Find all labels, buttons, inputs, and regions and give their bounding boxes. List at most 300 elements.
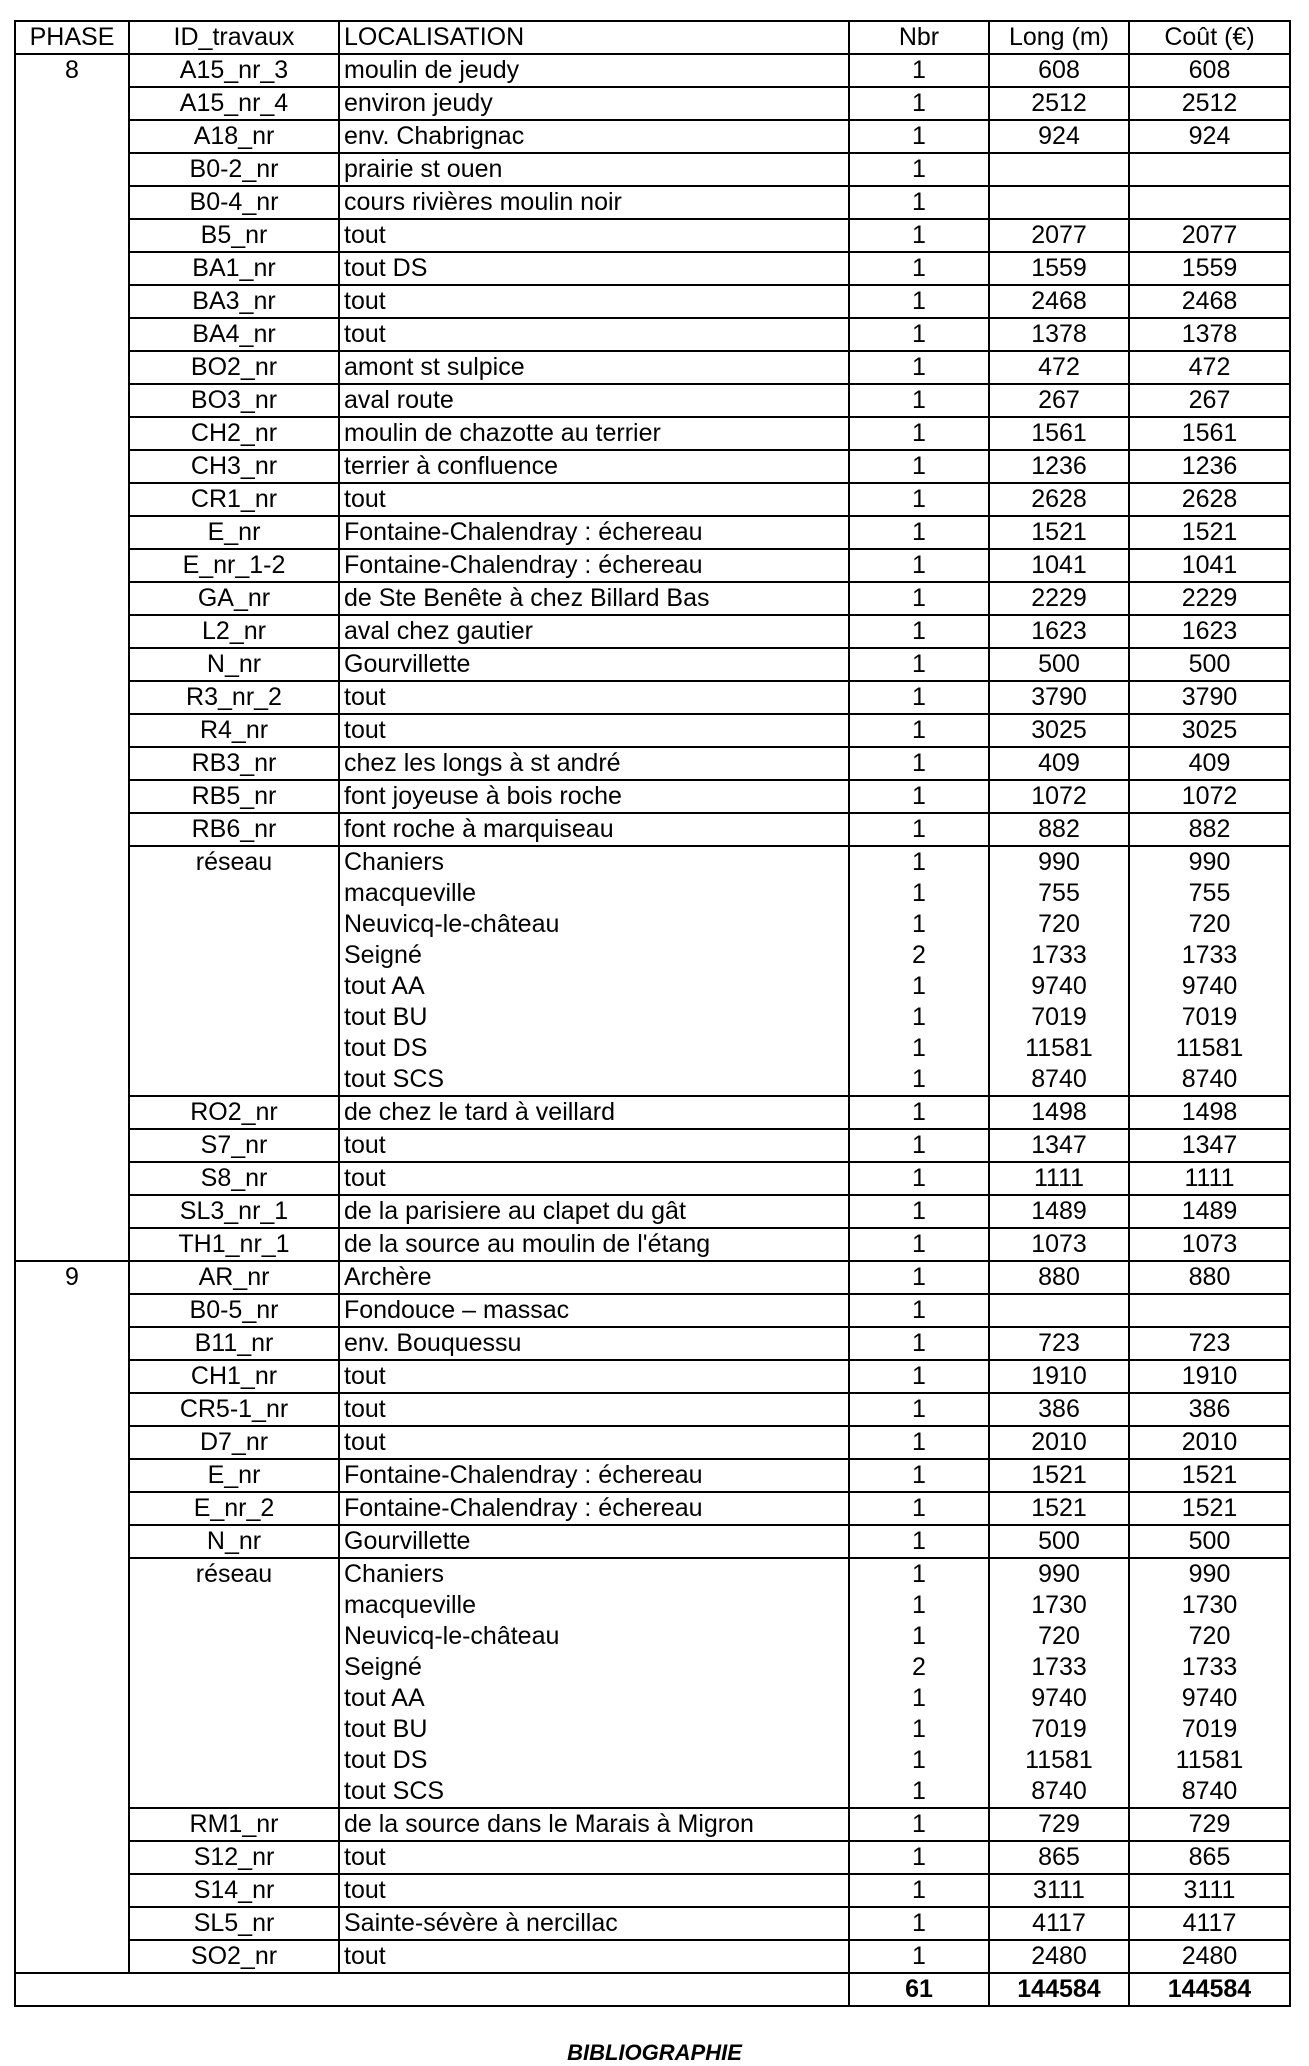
nbr-cell: 1 <box>849 582 989 615</box>
cout-cell: 608 <box>1129 54 1290 87</box>
localisation-cell: tout <box>339 1162 849 1195</box>
localisation-cell: tout DS <box>339 1033 849 1064</box>
header-phase: PHASE <box>15 21 129 54</box>
table-row <box>15 1907 1290 1940</box>
long-cell: 1733 <box>989 1652 1129 1683</box>
nbr-cell: 1 <box>849 1459 989 1492</box>
table-row <box>15 1129 1290 1162</box>
nbr-cell: 1 <box>849 1064 989 1096</box>
localisation-cell: tout <box>339 285 849 318</box>
id-travaux-cell: B0-2_nr <box>129 153 339 186</box>
cout-cell: 1910 <box>1129 1360 1290 1393</box>
nbr-cell: 1 <box>849 780 989 813</box>
cout-cell: 409 <box>1129 747 1290 780</box>
localisation-cell: moulin de jeudy <box>339 54 849 87</box>
long-cell: 1910 <box>989 1360 1129 1393</box>
id-travaux-cell: N_nr <box>129 648 339 681</box>
header-cout: Coût (€) <box>1129 21 1290 54</box>
cout-cell: 1041 <box>1129 549 1290 582</box>
nbr-cell: 1 <box>849 971 989 1002</box>
nbr-cell: 1 <box>849 1874 989 1907</box>
localisation-cell: env. Chabrignac <box>339 120 849 153</box>
nbr-cell: 1 <box>849 813 989 846</box>
nbr-cell: 1 <box>849 846 989 878</box>
cout-cell: 267 <box>1129 384 1290 417</box>
cout-cell: 1733 <box>1129 1652 1290 1683</box>
nbr-cell: 1 <box>849 1525 989 1558</box>
table-row <box>15 1459 1290 1492</box>
table-row <box>15 1096 1290 1129</box>
table-row <box>15 384 1290 417</box>
cout-cell: 1521 <box>1129 1459 1290 1492</box>
nbr-cell: 2 <box>849 1652 989 1683</box>
table-row <box>15 1426 1290 1459</box>
localisation-cell: tout <box>339 1940 849 1973</box>
id-travaux-cell: RO2_nr <box>129 1096 339 1129</box>
id-travaux-cell: BA1_nr <box>129 252 339 285</box>
cout-cell: 1073 <box>1129 1228 1290 1261</box>
nbr-cell: 1 <box>849 516 989 549</box>
table-row <box>15 186 1290 219</box>
long-cell: 720 <box>989 909 1129 940</box>
long-cell <box>989 153 1129 186</box>
cout-cell: 4117 <box>1129 1907 1290 1940</box>
nbr-cell: 1 <box>849 219 989 252</box>
cout-cell: 1521 <box>1129 516 1290 549</box>
id-travaux-cell: BO3_nr <box>129 384 339 417</box>
localisation-cell: Fontaine-Chalendray : échereau <box>339 549 849 582</box>
localisation-cell: tout <box>339 1426 849 1459</box>
table-row <box>15 582 1290 615</box>
id-travaux-cell: R4_nr <box>129 714 339 747</box>
nbr-cell: 1 <box>849 1360 989 1393</box>
phase-cell: 9 <box>15 1261 129 1973</box>
cout-cell: 500 <box>1129 1525 1290 1558</box>
header-long: Long (m) <box>989 21 1129 54</box>
localisation-cell: tout <box>339 219 849 252</box>
cout-cell: 3790 <box>1129 681 1290 714</box>
table-row <box>15 120 1290 153</box>
id-travaux-cell: S12_nr <box>129 1841 339 1874</box>
id-travaux-cell: E_nr_1-2 <box>129 549 339 582</box>
cout-cell: 1623 <box>1129 615 1290 648</box>
long-cell: 7019 <box>989 1714 1129 1745</box>
nbr-cell: 1 <box>849 1907 989 1940</box>
localisation-cell: de la source dans le Marais à Migron <box>339 1808 849 1841</box>
id-travaux-cell: RB3_nr <box>129 747 339 780</box>
localisation-cell: de la parisiere au clapet du gât <box>339 1195 849 1228</box>
long-cell <box>989 1294 1129 1327</box>
long-cell: 500 <box>989 1525 1129 1558</box>
long-cell: 924 <box>989 120 1129 153</box>
cout-cell: 729 <box>1129 1808 1290 1841</box>
nbr-cell: 1 <box>849 1621 989 1652</box>
phase-cell: 8 <box>15 54 129 1261</box>
id-travaux-cell: CH2_nr <box>129 417 339 450</box>
cout-cell: 2628 <box>1129 483 1290 516</box>
nbr-cell: 1 <box>849 153 989 186</box>
localisation-cell: amont st sulpice <box>339 351 849 384</box>
cout-cell: 7019 <box>1129 1714 1290 1745</box>
nbr-cell: 1 <box>849 1261 989 1294</box>
table-row <box>15 87 1290 120</box>
id-travaux-cell: RB5_nr <box>129 780 339 813</box>
cout-cell: 2010 <box>1129 1426 1290 1459</box>
long-cell: 1623 <box>989 615 1129 648</box>
id-travaux-cell: CR1_nr <box>129 483 339 516</box>
long-cell: 11581 <box>989 1745 1129 1776</box>
localisation-cell: tout <box>339 1841 849 1874</box>
cout-cell: 1347 <box>1129 1129 1290 1162</box>
cout-cell: 720 <box>1129 909 1290 940</box>
nbr-cell: 1 <box>849 1195 989 1228</box>
localisation-cell: de chez le tard à veillard <box>339 1096 849 1129</box>
cout-cell: 2512 <box>1129 87 1290 120</box>
cout-cell: 2468 <box>1129 285 1290 318</box>
long-cell: 1489 <box>989 1195 1129 1228</box>
long-cell: 9740 <box>989 971 1129 1002</box>
works-table <box>14 20 1291 2007</box>
localisation-cell: env. Bouquessu <box>339 1327 849 1360</box>
nbr-cell: 1 <box>849 1002 989 1033</box>
long-cell: 1347 <box>989 1129 1129 1162</box>
cout-cell: 8740 <box>1129 1776 1290 1808</box>
table-row <box>15 681 1290 714</box>
cout-cell: 2077 <box>1129 219 1290 252</box>
nbr-cell: 1 <box>849 186 989 219</box>
long-cell: 1733 <box>989 940 1129 971</box>
table-row <box>15 549 1290 582</box>
localisation-cell: Archère <box>339 1261 849 1294</box>
nbr-cell: 1 <box>849 1745 989 1776</box>
cout-cell: 1072 <box>1129 780 1290 813</box>
cout-cell: 1111 <box>1129 1162 1290 1195</box>
table-row <box>15 153 1290 186</box>
cout-cell: 1378 <box>1129 318 1290 351</box>
localisation-cell: tout SCS <box>339 1064 849 1096</box>
localisation-cell: aval route <box>339 384 849 417</box>
nbr-cell: 1 <box>849 1294 989 1327</box>
id-travaux-cell: GA_nr <box>129 582 339 615</box>
long-cell: 2480 <box>989 1940 1129 1973</box>
nbr-cell: 1 <box>849 714 989 747</box>
id-travaux-cell: E_nr <box>129 516 339 549</box>
localisation-cell: tout <box>339 318 849 351</box>
long-cell: 2077 <box>989 219 1129 252</box>
localisation-cell: tout <box>339 1393 849 1426</box>
localisation-cell: Chaniers <box>339 846 849 878</box>
table-body <box>15 54 1290 1973</box>
long-cell: 2010 <box>989 1426 1129 1459</box>
cout-cell: 1489 <box>1129 1195 1290 1228</box>
nbr-cell: 1 <box>849 909 989 940</box>
localisation-cell: Seigné <box>339 1652 849 1683</box>
long-cell: 608 <box>989 54 1129 87</box>
table-row <box>15 1841 1290 1874</box>
localisation-cell: Neuvicq-le-château <box>339 1621 849 1652</box>
cout-cell: 1498 <box>1129 1096 1290 1129</box>
id-travaux-cell: L2_nr <box>129 615 339 648</box>
cout-cell: 472 <box>1129 351 1290 384</box>
cout-cell: 2229 <box>1129 582 1290 615</box>
long-cell: 3025 <box>989 714 1129 747</box>
long-cell: 1111 <box>989 1162 1129 1195</box>
nbr-cell: 1 <box>849 1683 989 1714</box>
id-travaux-cell: RM1_nr <box>129 1808 339 1841</box>
total-row <box>15 1973 1290 2006</box>
nbr-cell: 1 <box>849 1393 989 1426</box>
id-travaux-cell: B0-4_nr <box>129 186 339 219</box>
works-table-container <box>14 20 1289 2007</box>
table-row <box>15 1360 1290 1393</box>
id-travaux-cell: N_nr <box>129 1525 339 1558</box>
id-travaux-cell: S14_nr <box>129 1874 339 1907</box>
cout-cell: 7019 <box>1129 1002 1290 1033</box>
id-travaux-cell: SL3_nr_1 <box>129 1195 339 1228</box>
total-cout: 144584 <box>1129 1973 1290 2006</box>
localisation-cell: tout DS <box>339 252 849 285</box>
table-row <box>15 1558 1290 1590</box>
localisation-cell: tout <box>339 1874 849 1907</box>
long-cell: 1561 <box>989 417 1129 450</box>
table-row <box>15 1940 1290 1973</box>
long-cell: 4117 <box>989 1907 1129 1940</box>
table-row <box>15 615 1290 648</box>
nbr-cell: 2 <box>849 940 989 971</box>
localisation-cell: moulin de chazotte au terrier <box>339 417 849 450</box>
cout-cell: 8740 <box>1129 1064 1290 1096</box>
id-travaux-cell: A15_nr_3 <box>129 54 339 87</box>
long-cell: 11581 <box>989 1033 1129 1064</box>
cout-cell <box>1129 186 1290 219</box>
id-travaux-cell: RB6_nr <box>129 813 339 846</box>
table-row <box>15 714 1290 747</box>
id-travaux-cell: BO2_nr <box>129 351 339 384</box>
id-travaux-cell: A18_nr <box>129 120 339 153</box>
table-row <box>15 285 1290 318</box>
localisation-cell: de Ste Benête à chez Billard Bas <box>339 582 849 615</box>
long-cell: 9740 <box>989 1683 1129 1714</box>
localisation-cell: tout BU <box>339 1002 849 1033</box>
id-travaux-cell: BA3_nr <box>129 285 339 318</box>
long-cell: 386 <box>989 1393 1129 1426</box>
nbr-cell: 1 <box>849 1327 989 1360</box>
table-row <box>15 1327 1290 1360</box>
cout-cell: 755 <box>1129 878 1290 909</box>
long-cell: 1041 <box>989 549 1129 582</box>
id-travaux-cell: B5_nr <box>129 219 339 252</box>
total-nbr: 61 <box>849 1973 989 2006</box>
table-row <box>15 351 1290 384</box>
id-travaux-cell: S8_nr <box>129 1162 339 1195</box>
localisation-cell: Neuvicq-le-château <box>339 909 849 940</box>
long-cell: 880 <box>989 1261 1129 1294</box>
cout-cell: 1521 <box>1129 1492 1290 1525</box>
localisation-cell: font joyeuse à bois roche <box>339 780 849 813</box>
nbr-cell: 1 <box>849 1714 989 1745</box>
table-row <box>15 483 1290 516</box>
nbr-cell: 1 <box>849 1590 989 1621</box>
localisation-cell: environ jeudy <box>339 87 849 120</box>
localisation-cell: de la source au moulin de l'étang <box>339 1228 849 1261</box>
total-long: 144584 <box>989 1973 1129 2006</box>
long-cell: 7019 <box>989 1002 1129 1033</box>
nbr-cell: 1 <box>849 1808 989 1841</box>
long-cell: 755 <box>989 878 1129 909</box>
cout-cell: 880 <box>1129 1261 1290 1294</box>
cout-cell: 11581 <box>1129 1033 1290 1064</box>
localisation-cell: Fondouce – massac <box>339 1294 849 1327</box>
nbr-cell: 1 <box>849 1426 989 1459</box>
bibliography-heading: BIBLIOGRAPHIE <box>567 2040 742 2065</box>
table-row <box>15 450 1290 483</box>
cout-cell: 9740 <box>1129 971 1290 1002</box>
localisation-cell: tout AA <box>339 971 849 1002</box>
cout-cell: 1236 <box>1129 450 1290 483</box>
long-cell: 990 <box>989 846 1129 878</box>
cout-cell: 990 <box>1129 846 1290 878</box>
nbr-cell: 1 <box>849 1228 989 1261</box>
localisation-cell: chez les longs à st andré <box>339 747 849 780</box>
localisation-cell: Chaniers <box>339 1558 849 1590</box>
header-id-travaux: ID_travaux <box>129 21 339 54</box>
table-row <box>15 1261 1290 1294</box>
long-cell: 1236 <box>989 450 1129 483</box>
cout-cell: 3025 <box>1129 714 1290 747</box>
table-row <box>15 813 1290 846</box>
table-row <box>15 417 1290 450</box>
id-travaux-cell: CR5-1_nr <box>129 1393 339 1426</box>
nbr-cell: 1 <box>849 549 989 582</box>
table-row <box>15 219 1290 252</box>
localisation-cell: prairie st ouen <box>339 153 849 186</box>
nbr-cell: 1 <box>849 615 989 648</box>
total-blank-cell <box>15 1973 339 2006</box>
long-cell: 865 <box>989 1841 1129 1874</box>
header-localisation: LOCALISATION <box>339 21 849 54</box>
long-cell: 720 <box>989 1621 1129 1652</box>
localisation-cell: tout DS <box>339 1745 849 1776</box>
long-cell: 2229 <box>989 582 1129 615</box>
long-cell: 990 <box>989 1558 1129 1590</box>
cout-cell <box>1129 1294 1290 1327</box>
long-cell: 1073 <box>989 1228 1129 1261</box>
nbr-cell: 1 <box>849 450 989 483</box>
total-blank-cell-2 <box>339 1973 849 2006</box>
localisation-cell: cours rivières moulin noir <box>339 186 849 219</box>
nbr-cell: 1 <box>849 87 989 120</box>
table-row <box>15 1228 1290 1261</box>
cout-cell: 1730 <box>1129 1590 1290 1621</box>
nbr-cell: 1 <box>849 384 989 417</box>
localisation-cell: Gourvillette <box>339 648 849 681</box>
id-travaux-cell: S7_nr <box>129 1129 339 1162</box>
cout-cell: 720 <box>1129 1621 1290 1652</box>
long-cell: 1730 <box>989 1590 1129 1621</box>
cout-cell: 882 <box>1129 813 1290 846</box>
table-row <box>15 318 1290 351</box>
table-row <box>15 1294 1290 1327</box>
localisation-cell: Seigné <box>339 940 849 971</box>
localisation-cell: terrier à confluence <box>339 450 849 483</box>
table-row <box>15 1808 1290 1841</box>
nbr-cell: 1 <box>849 54 989 87</box>
cout-cell: 9740 <box>1129 1683 1290 1714</box>
table-row <box>15 516 1290 549</box>
nbr-cell: 1 <box>849 417 989 450</box>
id-travaux-cell: TH1_nr_1 <box>129 1228 339 1261</box>
long-cell: 267 <box>989 384 1129 417</box>
id-travaux-cell: AR_nr <box>129 1261 339 1294</box>
long-cell: 472 <box>989 351 1129 384</box>
long-cell: 2468 <box>989 285 1129 318</box>
long-cell: 723 <box>989 1327 1129 1360</box>
nbr-cell: 1 <box>849 252 989 285</box>
long-cell: 1521 <box>989 1459 1129 1492</box>
id-travaux-cell: B11_nr <box>129 1327 339 1360</box>
id-travaux-cell: E_nr <box>129 1459 339 1492</box>
nbr-cell: 1 <box>849 1940 989 1973</box>
table-row <box>15 1525 1290 1558</box>
long-cell: 1521 <box>989 516 1129 549</box>
localisation-cell: tout BU <box>339 1714 849 1745</box>
id-travaux-cell: BA4_nr <box>129 318 339 351</box>
nbr-cell: 1 <box>849 351 989 384</box>
id-travaux-cell: SO2_nr <box>129 1940 339 1973</box>
nbr-cell: 1 <box>849 648 989 681</box>
cout-cell <box>1129 153 1290 186</box>
long-cell: 2628 <box>989 483 1129 516</box>
long-cell: 1521 <box>989 1492 1129 1525</box>
table-row <box>15 1492 1290 1525</box>
cout-cell: 865 <box>1129 1841 1290 1874</box>
nbr-cell: 1 <box>849 1776 989 1808</box>
long-cell: 882 <box>989 813 1129 846</box>
cout-cell: 1559 <box>1129 252 1290 285</box>
table-row <box>15 252 1290 285</box>
long-cell: 729 <box>989 1808 1129 1841</box>
long-cell: 1559 <box>989 252 1129 285</box>
localisation-cell: Fontaine-Chalendray : échereau <box>339 1459 849 1492</box>
nbr-cell: 1 <box>849 483 989 516</box>
header-row <box>15 21 1290 54</box>
id-travaux-cell: B0-5_nr <box>129 1294 339 1327</box>
localisation-cell: tout <box>339 714 849 747</box>
cout-cell: 2480 <box>1129 1940 1290 1973</box>
nbr-cell: 1 <box>849 878 989 909</box>
long-cell: 1498 <box>989 1096 1129 1129</box>
localisation-cell: tout <box>339 1129 849 1162</box>
nbr-cell: 1 <box>849 285 989 318</box>
long-cell: 1072 <box>989 780 1129 813</box>
long-cell: 8740 <box>989 1064 1129 1096</box>
nbr-cell: 1 <box>849 120 989 153</box>
localisation-cell: font roche à marquiseau <box>339 813 849 846</box>
nbr-cell: 1 <box>849 1558 989 1590</box>
nbr-cell: 1 <box>849 1841 989 1874</box>
long-cell: 500 <box>989 648 1129 681</box>
long-cell: 3790 <box>989 681 1129 714</box>
id-travaux-cell: CH3_nr <box>129 450 339 483</box>
id-travaux-cell: réseau <box>129 846 339 1096</box>
nbr-cell: 1 <box>849 1096 989 1129</box>
nbr-cell: 1 <box>849 1129 989 1162</box>
localisation-cell: tout <box>339 1360 849 1393</box>
table-row <box>15 1393 1290 1426</box>
table-row <box>15 1874 1290 1907</box>
nbr-cell: 1 <box>849 1033 989 1064</box>
nbr-cell: 1 <box>849 318 989 351</box>
